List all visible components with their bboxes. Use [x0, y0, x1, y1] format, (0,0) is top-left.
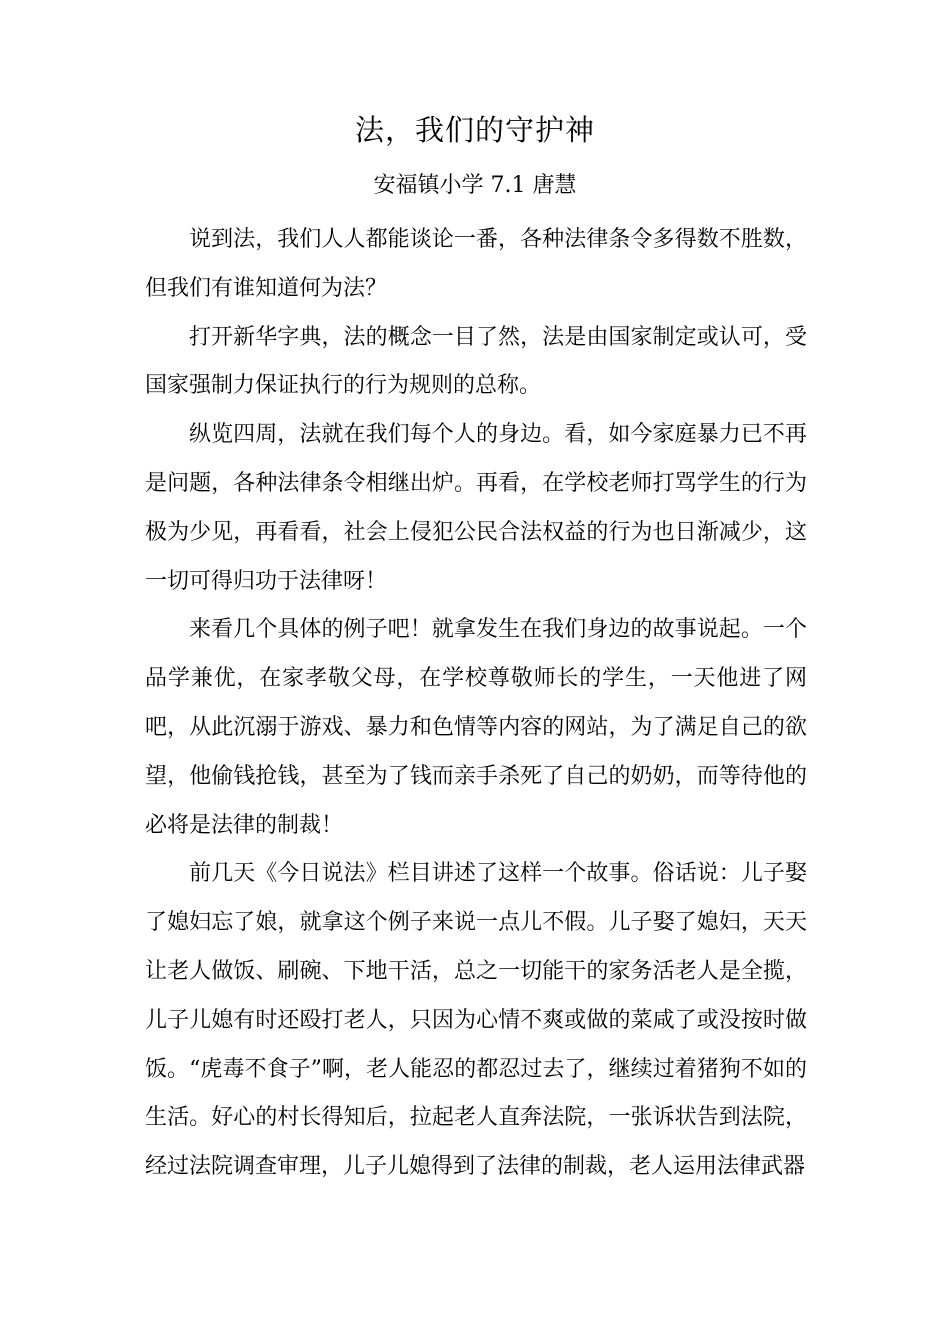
paragraph: 打开新华字典，法的概念一目了然，法是由国家制定或认可，受国家强制力保证执行的行为规则的总称。: [145, 324, 807, 399]
paragraph: 来看几个具体的例子吧！就拿发生在我们身边的故事说起。一个品学兼优，在家孝敬父母，在学校尊敬师长的学生，一天他进了网吧，从此沉溺于游戏、暴力和色情等内容的网站，为了满足自己的欲望，他偷钱抢钱，甚至为了钱而亲手杀死了自己的奶奶，而等待他的必将是法律的制裁！: [145, 617, 807, 838]
paragraph: 纵览四周，法就在我们每个人的身边。看，如今家庭暴力已不再是问题，各种法律条令相继出炉。再看，在学校老师打骂学生的行为极为少见，再看看，社会上侵犯公民合法权益的行为也日渐减少，这一切可得归功于法律呀！: [145, 422, 807, 594]
author-byline: 安福镇小学 7.1 唐慧: [373, 173, 577, 198]
paragraph: 说到法，我们人人都能谈论一番，各种法律条令多得数不胜数，但我们有谁知道何为法？: [145, 227, 807, 301]
document-title: 法，我们的守护神: [354, 113, 595, 147]
document-body: [145, 216, 807, 1192]
paragraph: 前几天《今日说法》栏目讲述了这样一个故事。俗话说：儿子娶了媳妇忘了娘，就拿这个例子来说一点儿不假。儿子娶了媳妇，天天让老人做饭、刷碗、下地干活，总之一切能干的家务活老人是全揽，儿子儿媳有时还殴打老人，只因为心情不爽或做的菜咸了或没按时做饭。“虎毒不食子”啊，老人能忍的都忍过去了，继续过着猪狗不如的生活。好心的村长得知后，拉起老人直奔法院，一张诉状告到法院，经过法院调查审理，儿子儿媳得到了法律的制裁，老人运用法律武器: [145, 861, 807, 1180]
